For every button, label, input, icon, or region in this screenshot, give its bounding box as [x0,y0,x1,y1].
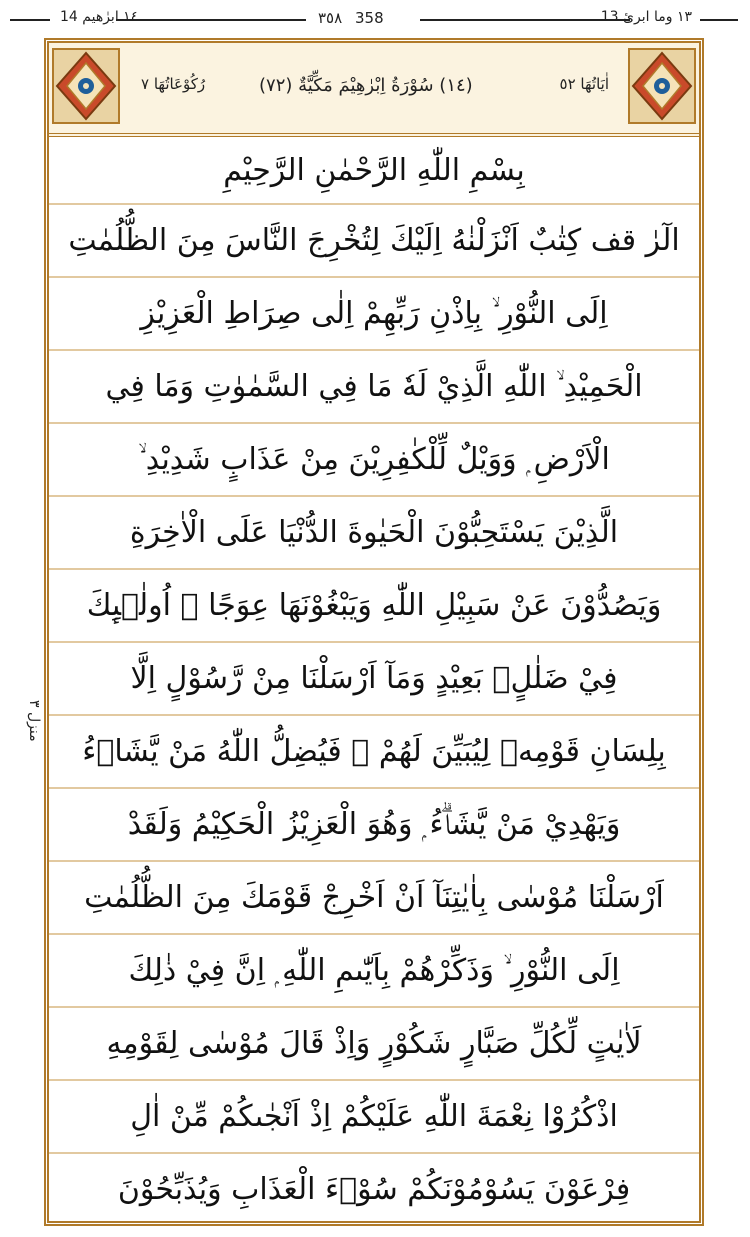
verse-line: بِلِسَانِ قَوْمِهٖ لِيُبَيِّنَ لَهُمْ ۭ فَيُضِلُّ اللّٰهُ مَنْ يَّشَاۗءُ [49,716,699,789]
verse-line: اِلَى النُّوْرِ ۙ وَذَكِّرْهُمْ بِاَيّٰىمِ اللّٰهِ ۭ اِنَّ فِيْ ذٰلِكَ [49,935,699,1008]
page-number-arabic: ٣٥٨ [318,9,343,27]
verse-line: فِيْ ضَلٰلٍۢ بَعِيْدٍ وَمَآ اَرْسَلْنَا مِنْ رَّسُوْلٍ اِلَّا [49,643,699,716]
verse-line: وَيَصُدُّوْنَ عَنْ سَبِيْلِ اللّٰهِ وَيَبْغُوْنَهَا عِوَجًا ۭ اُولٰۗىِٕكَ [49,570,699,643]
surah-header [49,43,699,137]
verse-line: لَاٰيٰتٍ لِّكُلِّ صَبَّارٍ شَكُوْرٍ وَاِذْ قَالَ مُوْسٰى لِقَوْمِهِ [49,1008,699,1081]
top-rule [700,19,738,21]
surah-title: (١٤) سُوْرَةُ اِبْرٰهِيْمَ مَكِّيَّةٌ (٧٢) [259,75,473,96]
verse-line: الَّذِيْنَ يَسْتَحِبُّوْنَ الْحَيٰوةَ الدُّنْيَا عَلَى الْاٰخِرَةِ [49,497,699,570]
page-frame [44,38,704,1226]
verse-line: وَيَهْدِيْ مَنْ يَّشَاۗءُ ۭ وَهُوَ الْعَزِيْزُ الْحَكِيْمُ وَلَقَدْ [49,789,699,862]
verse-line: الْحَمِيْدِ ۙ اللّٰهِ الَّذِيْ لَهٗ مَا فِي السَّمٰوٰتِ وَمَا فِي [49,351,699,424]
top-rule [10,19,50,21]
verse-lines [49,137,699,1225]
verses-label: اٰيَاتُهَا ٥٢ [559,75,609,93]
page-number: 358 [355,9,384,27]
top-rule [116,19,306,21]
ornament-right-icon [627,47,697,125]
top-rule [420,19,630,21]
bismillah-line: بِسْمِ اللّٰهِ الرَّحْمٰنِ الرَّحِيْمِ [49,137,699,205]
verse-line: اِلَى النُّوْرِ ۙ بِاِذْنِ رَبِّهِمْ اِلٰى صِرَاطِ الْعَزِيْزِ [49,278,699,351]
verse-line: فِرْعَوْنَ يَسُوْمُوْنَكُمْ سُوْۗءَ الْعَذَابِ وَيُذَبِّحُوْنَ [117,1172,631,1207]
verse-line: اَرْسَلْنَا مُوْسٰى بِاٰيٰتِنَآ اَنْ اَخْرِجْ قَوْمَكَ مِنَ الظُّلُمٰتِ [49,862,699,935]
ornament-left-icon [51,47,121,125]
verse-line: اذْكُرُوْا نِعْمَةَ اللّٰهِ عَلَيْكُمْ اِذْ اَنْجٰىكُمْ مِّنْ اٰلِ [49,1081,699,1154]
rukus-label: رُكُوْعَاتُهَا ٧ [141,75,206,93]
left-header: ١٤ ابرٰهيم 14 [60,9,139,25]
manzil-label: منزل ٣ [26,700,42,742]
verse-line: الٓرٰ قف كِتٰبٌ اَنْزَلْنٰهُ اِلَيْكَ لِتُخْرِجَ النَّاسَ مِنَ الظُّلُمٰتِ [49,205,699,278]
top-bar [0,0,750,40]
right-header: ١٣ وما ابرئ 13 [600,9,692,25]
verse-line: الْاَرْضِ ۭ وَوَيْلٌ لِّلْكٰفِرِيْنَ مِنْ عَذَابٍ شَدِيْدِ ۙ [49,424,699,497]
